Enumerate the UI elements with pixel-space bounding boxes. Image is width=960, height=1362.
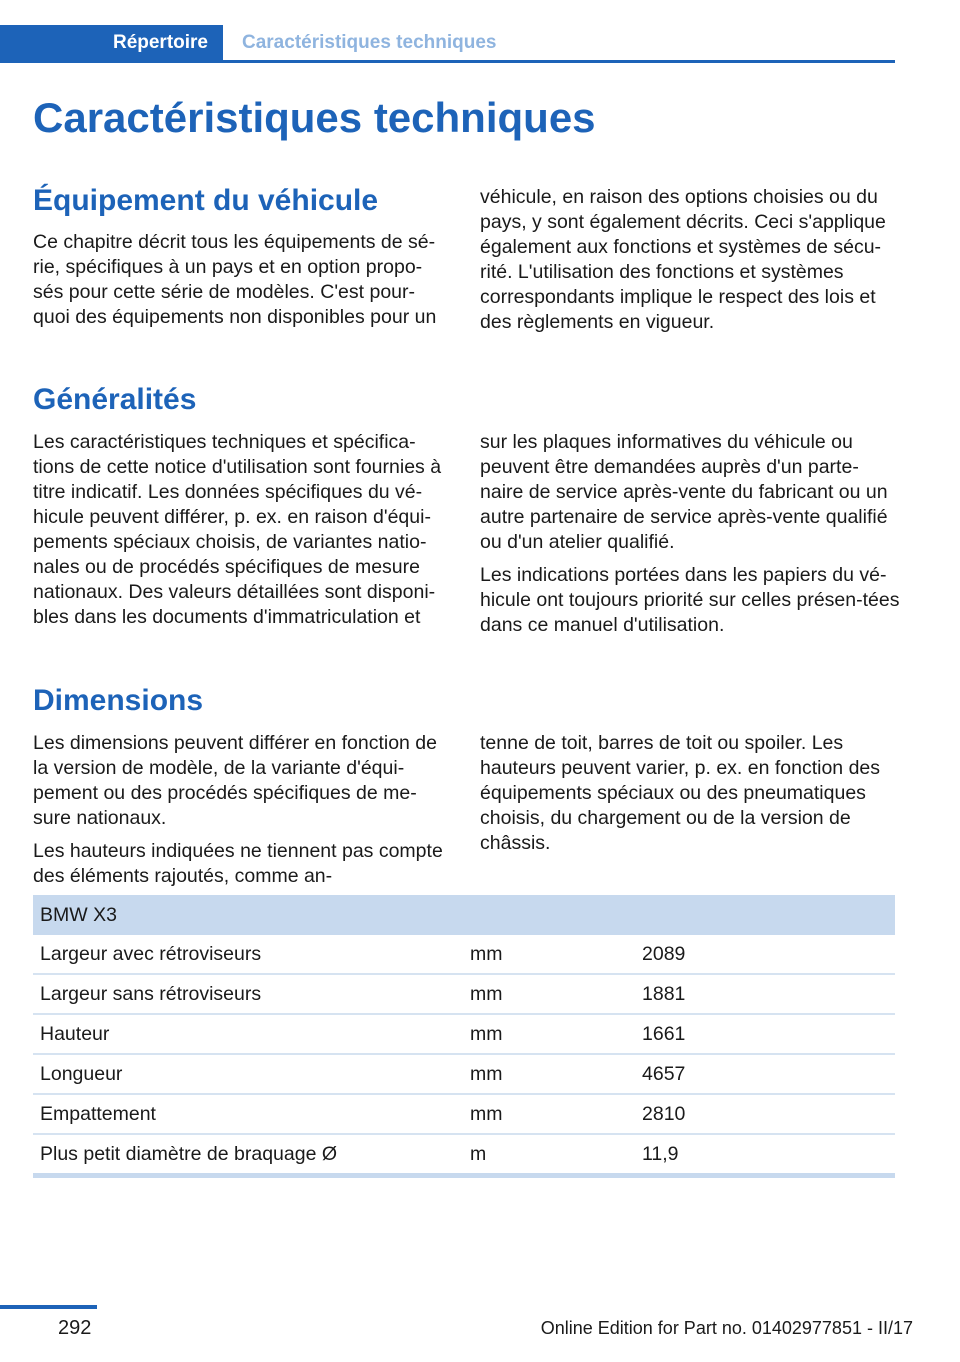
paragraph: sur les plaques informatives du véhicule ou peuvent être demandées auprès d'un parte‐naire de service après-vente du fabricant ou un autre partenaire de service après-vente qualifié ou d'un atelier qualifié. — [480, 431, 888, 553]
table-header-row — [33, 895, 895, 935]
equipment-left-column — [33, 230, 448, 338]
row-unit: mm — [463, 1094, 635, 1134]
paragraph: tenne de toit, barres de toit ou spoiler. Les hauteurs peuvent varier, p. ex. en fonction des équipements spéciaux ou des pneumatiques choisis, du chargement ou de la version de châssis. — [480, 732, 881, 854]
table-header: BMW X3 — [33, 895, 895, 935]
paragraph: Ce chapitre décrit tous les équipements de sé‐rie, spécifiques à un pays et en option propo‐sés pour cette série de modèles. C'est pour‐quoi des équipements non disponibles pour un — [33, 231, 437, 328]
general-right-column — [480, 430, 900, 646]
tab-caracteristiques[interactable]: Caractéristiques techniques — [242, 31, 497, 53]
heading-general: Généralités — [33, 383, 197, 416]
row-label: Largeur avec rétroviseurs — [33, 935, 463, 974]
page-title: Caractéristiques techniques — [33, 94, 596, 141]
row-unit: mm — [463, 935, 635, 974]
table-row — [33, 1094, 895, 1134]
paragraph: Les indications portées dans les papiers du vé‐hicule ont toujours priorité sur celles présen‐tées dans ce manuel d'utilisation. — [480, 564, 900, 636]
row-unit: mm — [463, 974, 635, 1014]
table-row — [33, 1134, 895, 1176]
general-left-column — [33, 430, 448, 638]
header-tabs — [0, 25, 895, 63]
tab-underline — [0, 60, 895, 63]
paragraph: Les hauteurs indiquées ne tiennent pas compte des éléments rajoutés, comme an- — [33, 840, 443, 887]
row-value: 2810 — [635, 1094, 895, 1134]
dimensions-table — [33, 895, 895, 1178]
row-value: 1881 — [635, 974, 895, 1014]
edition-footer: Online Edition for Part no. 01402977851 - II/17 — [540, 1318, 913, 1338]
row-label: Plus petit diamètre de braquage Ø — [33, 1134, 463, 1176]
page-number-bar — [0, 1305, 97, 1309]
equipment-right-column — [480, 185, 900, 343]
paragraph: Les caractéristiques techniques et spécifica‐tions de cette notice d'utilisation sont fournies à titre indicatif. Les données spécifiques du vé‐hicule peuvent différer, p. ex. en raison d'équi‐pements spéciaux choisis, de variantes natio‐nales ou de procédés spécifiques de mesure nationaux. Des valeurs détaillées sont disponi‐bles dans les documents d'immatriculation et — [33, 431, 442, 628]
heading-dimensions: Dimensions — [33, 684, 204, 717]
table-row — [33, 935, 895, 974]
page-number: 292 — [58, 1317, 92, 1339]
table-row — [33, 974, 895, 1014]
row-label: Longueur — [33, 1054, 463, 1094]
dimensions-left-column — [33, 731, 448, 897]
paragraph: Les dimensions peuvent différer en fonction de la version de modèle, de la variante d'équi‐pement ou des procédés spécifiques de me‐sure nationaux. — [33, 732, 437, 829]
row-value: 11,9 — [635, 1134, 895, 1176]
tab-repertoire[interactable]: Répertoire — [0, 25, 223, 60]
row-unit: mm — [463, 1014, 635, 1054]
row-unit: m — [463, 1134, 635, 1176]
table-row — [33, 1014, 895, 1054]
row-unit: mm — [463, 1054, 635, 1094]
table-row — [33, 1054, 895, 1094]
dimensions-right-column — [480, 731, 900, 864]
row-label: Empattement — [33, 1094, 463, 1134]
paragraph: véhicule, en raison des options choisies ou du pays, y sont également décrits. Ceci s'applique également aux fonctions et systèmes de sécu‐rité. L'utilisation des fonctions et systèmes correspondants implique le respect des lois et des règlements en vigueur. — [480, 186, 886, 333]
heading-equipment: Équipement du véhicule — [33, 184, 379, 217]
row-value: 1661 — [635, 1014, 895, 1054]
row-value: 4657 — [635, 1054, 895, 1094]
row-label: Largeur sans rétroviseurs — [33, 974, 463, 1014]
row-value: 2089 — [635, 935, 895, 974]
row-label: Hauteur — [33, 1014, 463, 1054]
